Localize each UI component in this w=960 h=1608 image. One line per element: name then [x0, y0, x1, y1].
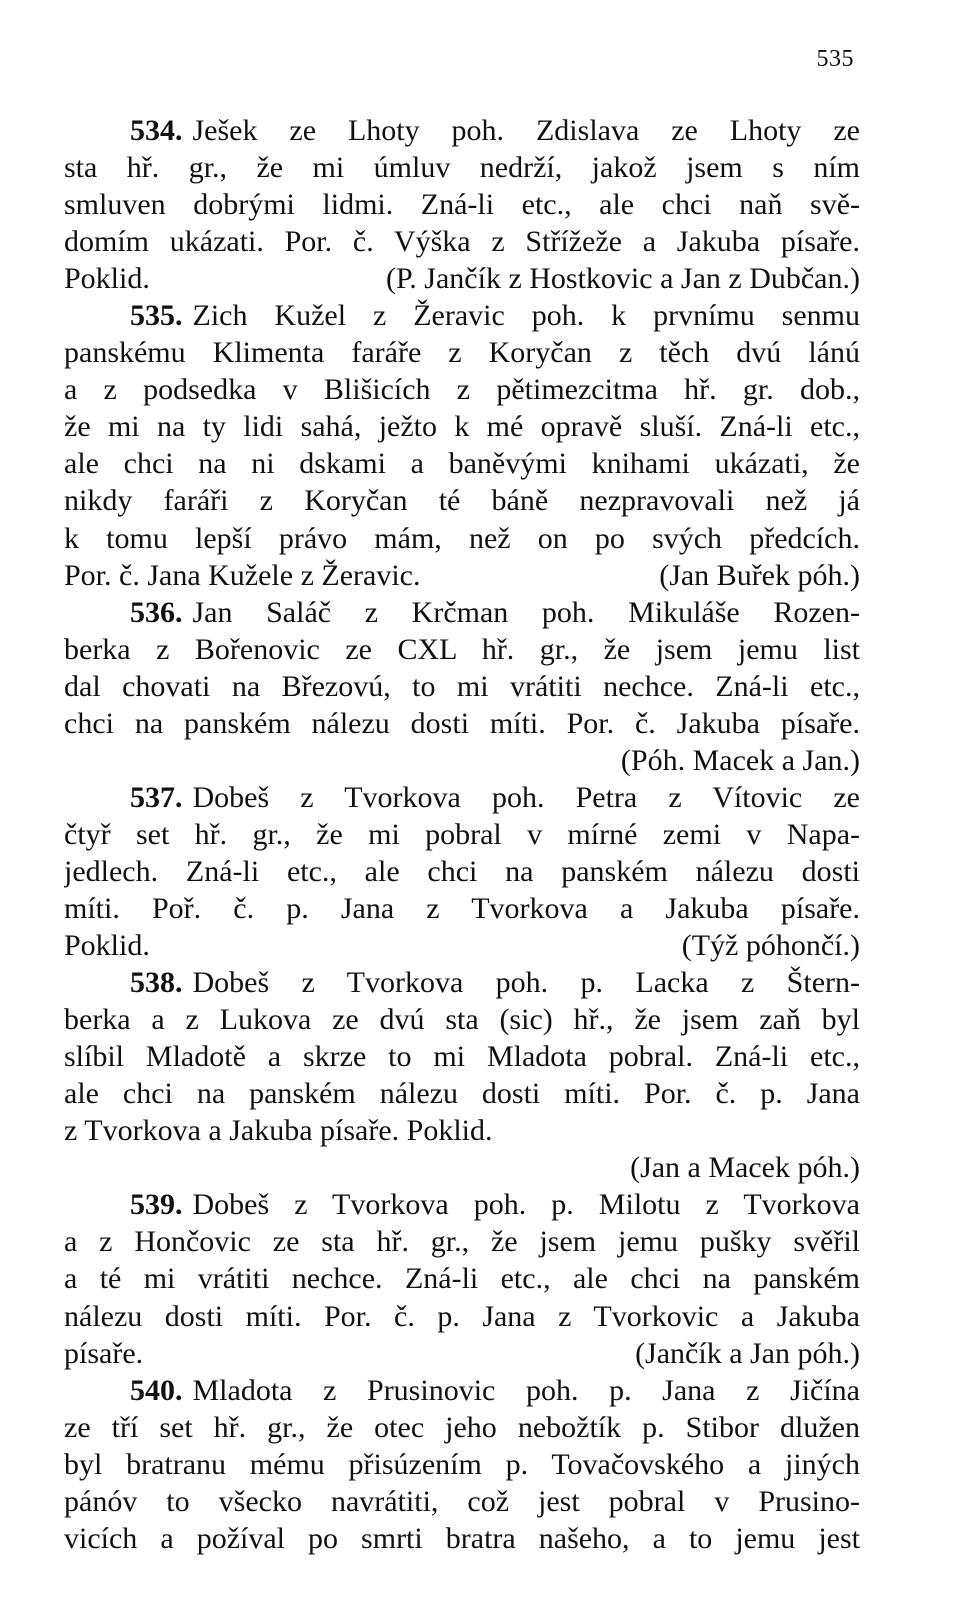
- summoner-signature: (Jan a Macek póh.): [630, 1151, 860, 1185]
- closing-text: Poklid.: [64, 262, 150, 296]
- summoner-signature: (Póh. Macek a Jan.): [620, 743, 860, 777]
- entry-line: [64, 1186, 860, 1223]
- entry-number: 536.: [130, 595, 183, 629]
- entry-537: [64, 779, 860, 964]
- entry-number: 537.: [130, 780, 183, 814]
- closing-text: Por. č. Jana Kužele z Žeravic.: [64, 558, 421, 592]
- entry-539: [64, 1186, 860, 1371]
- entry-line: sta hř. gr., že mi úmluv nedrží, jakož jsem s ním: [64, 151, 860, 185]
- entry-line: [64, 1372, 860, 1409]
- summoner-signature: (Jan Buřek póh.): [659, 558, 860, 592]
- entry-line: že mi na ty lidi sahá, ježto k mé opravě sluší. Zná-li etc.,: [64, 410, 860, 444]
- entry-number: 534.: [130, 114, 183, 147]
- closing-text: písaře.: [64, 1336, 144, 1370]
- entry-540: [64, 1372, 860, 1557]
- closing-text: Poklid.: [64, 929, 150, 963]
- entry-text: Mladota z Prusinovic poh. p. Jana z Jičína: [192, 1373, 860, 1407]
- entry-line: [64, 297, 860, 334]
- entry-line: a z Hončovic ze sta hř. gr., že jsem jemu pušky svěřil: [64, 1225, 860, 1259]
- entry-text: Dobeš z Tvorkova poh. p. Lacka z Štern-: [192, 966, 860, 1000]
- entry-line: míti. Poř. č. p. Jana z Tvorkova a Jakuba písaře.: [64, 891, 860, 925]
- entry-closing-line: [64, 557, 860, 594]
- summoner-signature: (Týž póhončí.): [681, 929, 860, 963]
- entry-text: Dobeš z Tvorkova poh. Petra z Vítovic ze: [192, 780, 860, 814]
- entry-text: Ješek ze Lhoty poh. Zdislava ze Lhoty ze: [192, 114, 860, 147]
- entry-line: nikdy faráři z Koryčan té báně nezpravovali než já: [64, 484, 860, 518]
- entry-line: byl bratranu mému přisúzením p. Tovačovského a jiných: [64, 1447, 860, 1481]
- entry-text: Jan Saláč z Krčman poh. Mikuláše Rozen-: [192, 595, 860, 629]
- entry-line: berka a z Lukova ze dvú sta (sic) hř., že jsem zaň byl: [64, 1003, 860, 1037]
- entry-closing-line: [64, 260, 860, 297]
- summoner-signature: (P. Jančík z Hostkovic a Jan z Dubčan.): [385, 262, 860, 296]
- entry-line: domím ukázati. Por. č. Výška z Střížeže a Jakuba písaře.: [64, 225, 860, 259]
- entry-line: ze tří set hř. gr., že otec jeho nebožtík p. Stibor dlužen: [64, 1410, 860, 1444]
- entry-line: [64, 594, 860, 631]
- entry-line: [64, 112, 860, 149]
- entry-number: 540.: [130, 1373, 183, 1407]
- entry-line: panskému Klimenta faráře z Koryčan z těch dvú lánú: [64, 336, 860, 370]
- entry-number: 539.: [130, 1188, 183, 1222]
- entry-line: jedlech. Zná-li etc., ale chci na panském nálezu dosti: [64, 854, 860, 888]
- entry-line: [64, 779, 860, 816]
- entry-number: 538.: [130, 966, 183, 1000]
- entry-line: [64, 964, 860, 1001]
- entry-536: [64, 594, 860, 779]
- page-number: 535: [816, 46, 854, 72]
- entry-line: ale chci na ni dskami a baněvými knihami ukázati, že: [64, 447, 860, 481]
- entry-line: nálezu dosti míti. Por. č. p. Jana z Tvorkovic a Jakuba: [64, 1299, 860, 1333]
- entry-534: [64, 112, 860, 297]
- entries: [64, 112, 860, 1557]
- entry-line: k tomu lepší právo mám, než on po svých předcích.: [64, 521, 860, 555]
- entry-closing-line: [64, 927, 860, 964]
- entry-line: slíbil Mladotě a skrze to mi Mladota pobral. Zná-li etc.,: [64, 1040, 860, 1074]
- summoner-signature: (Jančík a Jan póh.): [635, 1336, 860, 1370]
- entry-line: čtyř set hř. gr., že mi pobral v mírné zemi v Napa-: [64, 817, 860, 851]
- entry-closing-line: [64, 1335, 860, 1372]
- entry-line: dal chovati na Březovú, to mi vrátiti nechce. Zná-li etc.,: [64, 669, 860, 703]
- entry-line: berka z Bořenovic ze CXL hř. gr., že jsem jemu list: [64, 632, 860, 666]
- entry-line: vicích a požíval po smrti bratra našeho, a to jemu jest: [64, 1521, 860, 1555]
- entry-line: pánóv to všecko navrátiti, což jest pobral v Prusino-: [64, 1484, 860, 1518]
- entry-535: [64, 297, 860, 593]
- entry-538: [64, 964, 860, 1186]
- entry-line: a té mi vrátiti nechce. Zná-li etc., ale chci na panském: [64, 1262, 860, 1296]
- entry-line: smluven dobrými lidmi. Zná-li etc., ale chci naň svě-: [64, 188, 860, 222]
- entry-line: chci na panském nálezu dosti míti. Por. č. Jakuba písaře.: [64, 706, 860, 740]
- entry-line: ale chci na panském nálezu dosti míti. Por. č. p. Jana: [64, 1077, 860, 1111]
- entry-line: z Tvorkova a Jakuba písaře. Poklid.: [64, 1114, 493, 1148]
- entry-number: 535.: [130, 299, 183, 333]
- entry-text: Zich Kužel z Žeravic poh. k prvnímu senmu: [192, 299, 860, 333]
- entry-line: a z podsedka v Blišicích z pětimezcitma hř. gr. dob.,: [64, 373, 860, 407]
- entry-text: Dobeš z Tvorkova poh. p. Milotu z Tvorkova: [192, 1188, 860, 1222]
